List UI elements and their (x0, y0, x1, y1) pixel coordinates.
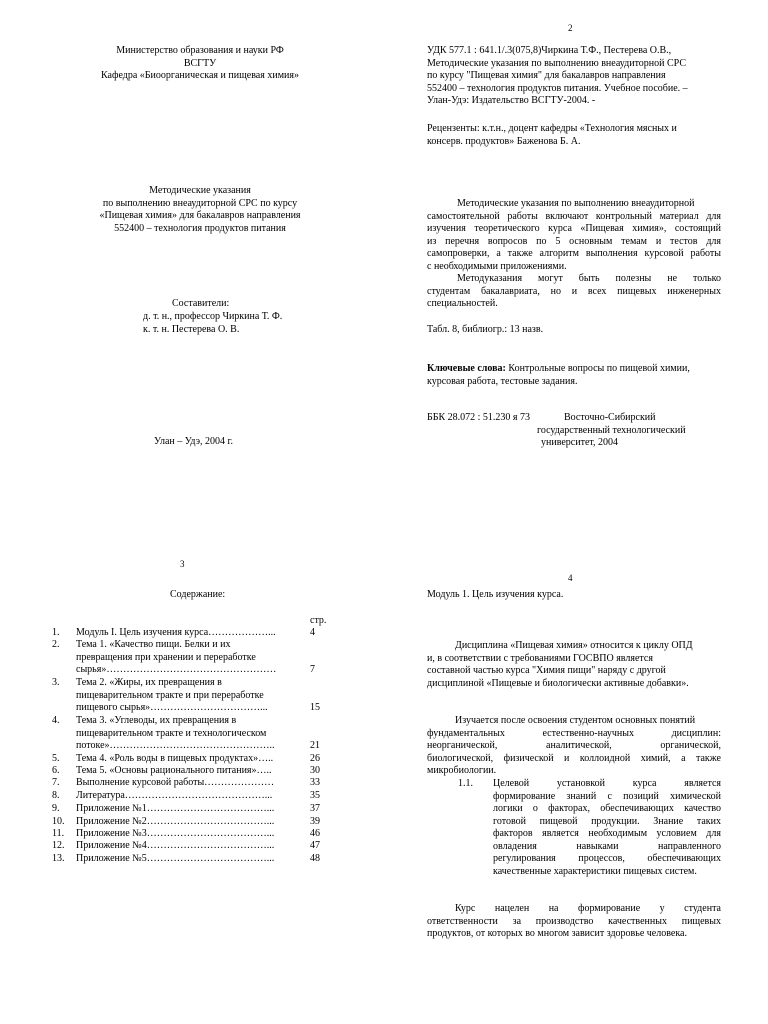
toc-page: 47 (310, 840, 320, 851)
toc-page: 30 (310, 765, 320, 776)
title-line: 552400 – технология продуктов питания (114, 222, 286, 234)
paragraph-line: составной частью курса "Химия пищи" наряду с другой (427, 665, 666, 676)
toc-row[interactable] (52, 828, 328, 840)
toc-page: 21 (310, 740, 320, 751)
paragraph-line: и, в соответствии с требованиями ГОСВПО является (427, 652, 653, 664)
toc-title: Тема 2. «Жиры, их превращения в (76, 677, 222, 688)
ministry-line: Министерство образования и науки РФ (116, 45, 284, 56)
biblio-line: 552400 – технология продуктов питания. Учебное пособие. – (427, 82, 688, 94)
toc-row[interactable] (52, 765, 328, 777)
toc-number: 8. (52, 790, 60, 801)
abstract-line: Методические указания по выполнению внеаудиторной (457, 198, 695, 209)
university-line: университет, 2004 (541, 437, 619, 448)
item-line: качественные характеристики пищевых систем. (493, 865, 697, 877)
paragraph-line: неорганической, аналитической, органической, (427, 740, 721, 751)
toc-title: пищеварительном тракте и при переработке (76, 689, 264, 701)
biblio-line: по курсу "Пищевая химия" для бакалавров направления (427, 70, 666, 81)
department-line: Кафедра «Биоорганическая и пищевая химия» (101, 70, 299, 81)
toc-title: Приложение №2………………………………... (76, 816, 275, 827)
paragraph-line: Дисциплина «Пищевая химия» относится к циклу ОПД (455, 640, 693, 651)
toc-title: превращения при хранении и переработке (76, 651, 256, 663)
toc-number: 10. (52, 816, 65, 827)
item-line: логики о факторах, обеспечивающих качество (493, 803, 721, 814)
toc-page: 37 (310, 803, 320, 814)
toc-page: 7 (310, 664, 315, 675)
p2-bibliographic-entry (427, 45, 688, 108)
p4-item-number: 1.1. (458, 778, 473, 789)
p4-module-title: Модуль 1. Цель изучения курса. (427, 589, 564, 600)
toc-number: 9. (52, 803, 60, 814)
reviewer-line: Рецензенты: к.т.н., доцент кафедры «Технология мясных и (427, 123, 677, 134)
toc-number: 13. (52, 853, 65, 864)
compiler-name: д. т. н., профессор Чиркина Т. Ф. (143, 311, 283, 322)
p2-bbk: ББК 28.072 : 51.230 я 73 (427, 412, 531, 423)
keywords-text: курсовая работа, тестовые задания. (427, 375, 578, 387)
toc-row[interactable] (52, 639, 328, 677)
toc-number: 11. (52, 828, 65, 839)
toc-page: 4 (310, 627, 315, 638)
abstract-line: Методуказания могут быть полезны не только (457, 273, 721, 284)
toc-title: Литература……………………………………... (76, 790, 273, 801)
p3-page-number: 3 (180, 559, 185, 569)
abstract-line: студентам бакалавриата, но и всех пищевых инженерных (427, 285, 721, 297)
university-line: государственный технологический (537, 424, 686, 436)
toc-title: сырья»…………………………………………… (76, 664, 277, 675)
toc-number: 12. (52, 840, 65, 851)
toc-number: 6. (52, 765, 60, 776)
toc-row[interactable] (52, 627, 328, 639)
p2-keywords (427, 363, 690, 388)
toc-row[interactable] (52, 790, 328, 802)
abstract-line: с необходимыми приложениями. (427, 260, 567, 272)
toc-title: Тема 3. «Углеводы, их превращения в (76, 715, 237, 726)
p4-page-number: 4 (568, 573, 573, 583)
toc-row[interactable] (52, 816, 328, 828)
toc-title: Тема 1. «Качество пищи. Белки и их (76, 639, 231, 650)
p2-tables-biblio: Табл. 8, библиогр.: 13 назв. (427, 324, 544, 335)
paragraph-line: Изучается после освоения студентом основных понятий (455, 715, 696, 726)
compiler-name: к. т. н. Пестерева О. В. (143, 323, 240, 335)
toc-title: Тема 4. «Роль воды в пищевых продуктах»….. (76, 753, 274, 764)
toc-number: 1. (52, 627, 60, 638)
toc-row[interactable] (52, 715, 328, 753)
paragraph-line: микробиологии. (427, 765, 497, 776)
toc-row[interactable] (52, 803, 328, 815)
item-line: овладения навыками направленного (493, 840, 721, 852)
p1-title (60, 185, 340, 235)
biblio-line: Улан-Удэ: Издательство ВСГТУ-2004. - (427, 95, 596, 106)
reviewer-line: консерв. продуктов» Баженова Б. А. (427, 135, 581, 147)
p2-abstract (427, 198, 721, 311)
toc-page: 33 (310, 777, 320, 788)
toc-page: 46 (310, 828, 320, 839)
abstract-line: изучения теоретического курса «Пищевая химия», состоящий (427, 223, 721, 234)
toc-row[interactable] (52, 853, 328, 865)
toc-page: 26 (310, 753, 320, 764)
toc-row[interactable] (52, 677, 328, 715)
p1-header (60, 45, 340, 83)
abstract-line: самостоятельной работы включают контрольный материал для (427, 210, 721, 222)
toc-title: пищеварительном тракте и технологическом (76, 727, 267, 739)
abstract-line: самопроверки, а также алгоритм выполнения курсовой работы (427, 248, 721, 259)
toc-title: Выполнение курсовой работы………………… (76, 777, 275, 788)
paragraph-line: Курс нацелен на формирование у студента (455, 903, 721, 914)
item-line: готовой пищевой продукции. Знание таких (493, 815, 721, 827)
abstract-line: из перечня вопросов по 5 основным темам и тестов для (427, 235, 721, 247)
item-line: Целевой установкой курса является (493, 778, 721, 789)
keywords-label: Ключевые слова: (427, 363, 506, 374)
toc-title: Модуль I. Цель изучения курса………………... (76, 627, 276, 638)
title-line: «Пищевая химия» для бакалавров направления (99, 210, 301, 221)
p3-contents-title: Содержание: (170, 589, 226, 600)
toc-number: 4. (52, 715, 60, 726)
p1-compilers (143, 311, 282, 336)
toc-title: Приложение №4………………………………... (76, 840, 275, 851)
p4-paragraph-1 (427, 640, 721, 690)
paragraph-line: дисциплиной «Пищевые и биологически активные добавки». (427, 677, 689, 689)
university-line: ВСГТУ (183, 57, 217, 69)
university-line: Восточно-Сибирский (564, 412, 656, 423)
toc-page: 39 (310, 816, 320, 827)
p2-reviewers (427, 123, 677, 148)
toc-title: Приложение №1………………………………... (76, 803, 275, 814)
p3-page-col-label: стр. (310, 615, 327, 626)
toc-number: 7. (52, 777, 60, 788)
toc-row[interactable] (52, 777, 328, 789)
item-line: факторов является необходимым условием для (493, 828, 721, 839)
paragraph-line: продуктов, от которых во многом зависит здоровье человека. (427, 928, 687, 939)
abstract-line: специальностей. (427, 298, 498, 309)
title-line: по выполнению внеаудиторной СРС по курсу (102, 197, 298, 209)
p4-paragraph-3 (427, 903, 721, 941)
toc-title: потоке»………………………………………….. (76, 740, 275, 751)
p4-paragraph-2 (427, 715, 721, 778)
p2-university (537, 412, 686, 450)
toc-title: Приложение №5………………………………... (76, 853, 275, 864)
toc-number: 5. (52, 753, 60, 764)
keywords-text: Контрольные вопросы по пищевой химии, (505, 363, 690, 374)
item-line: регулирования процессов, обеспечивающих (493, 853, 721, 864)
toc-number: 2. (52, 639, 60, 650)
p4-item-text (493, 778, 721, 878)
toc-page: 15 (310, 702, 320, 713)
paragraph-line: фундаментальных естественно-научных дисциплин: (427, 727, 721, 739)
p1-city-year: Улан – Удэ, 2004 г. (154, 436, 234, 447)
toc-title: пищевого сырья»……………………………... (76, 702, 268, 713)
biblio-line: Методические указания по выполнению внеаудиторной СРС (427, 57, 687, 69)
toc-title: Приложение №3………………………………... (76, 828, 275, 839)
toc-page: 48 (310, 853, 320, 864)
toc-title: Тема 5. «Основы рационального питания»….. (76, 765, 272, 776)
paragraph-line: ответственности за производство качественных пищевых (427, 915, 721, 927)
toc-row[interactable] (52, 753, 328, 765)
p2-page-number: 2 (568, 23, 573, 33)
item-line: формирование знаний с позиций химической (493, 790, 721, 802)
toc-number: 3. (52, 677, 60, 688)
title-line: Методические указания (149, 185, 251, 196)
toc-page: 35 (310, 790, 320, 801)
biblio-line: УДК 577.1 : 641.1/.3(075,8)Чиркина Т.Ф., Пестерева О.В., (427, 45, 672, 56)
paragraph-line: биологической, физической и коллоидной химий, а также (427, 752, 721, 764)
p1-compilers-label: Составители: (172, 298, 230, 309)
toc-row[interactable] (52, 840, 328, 852)
